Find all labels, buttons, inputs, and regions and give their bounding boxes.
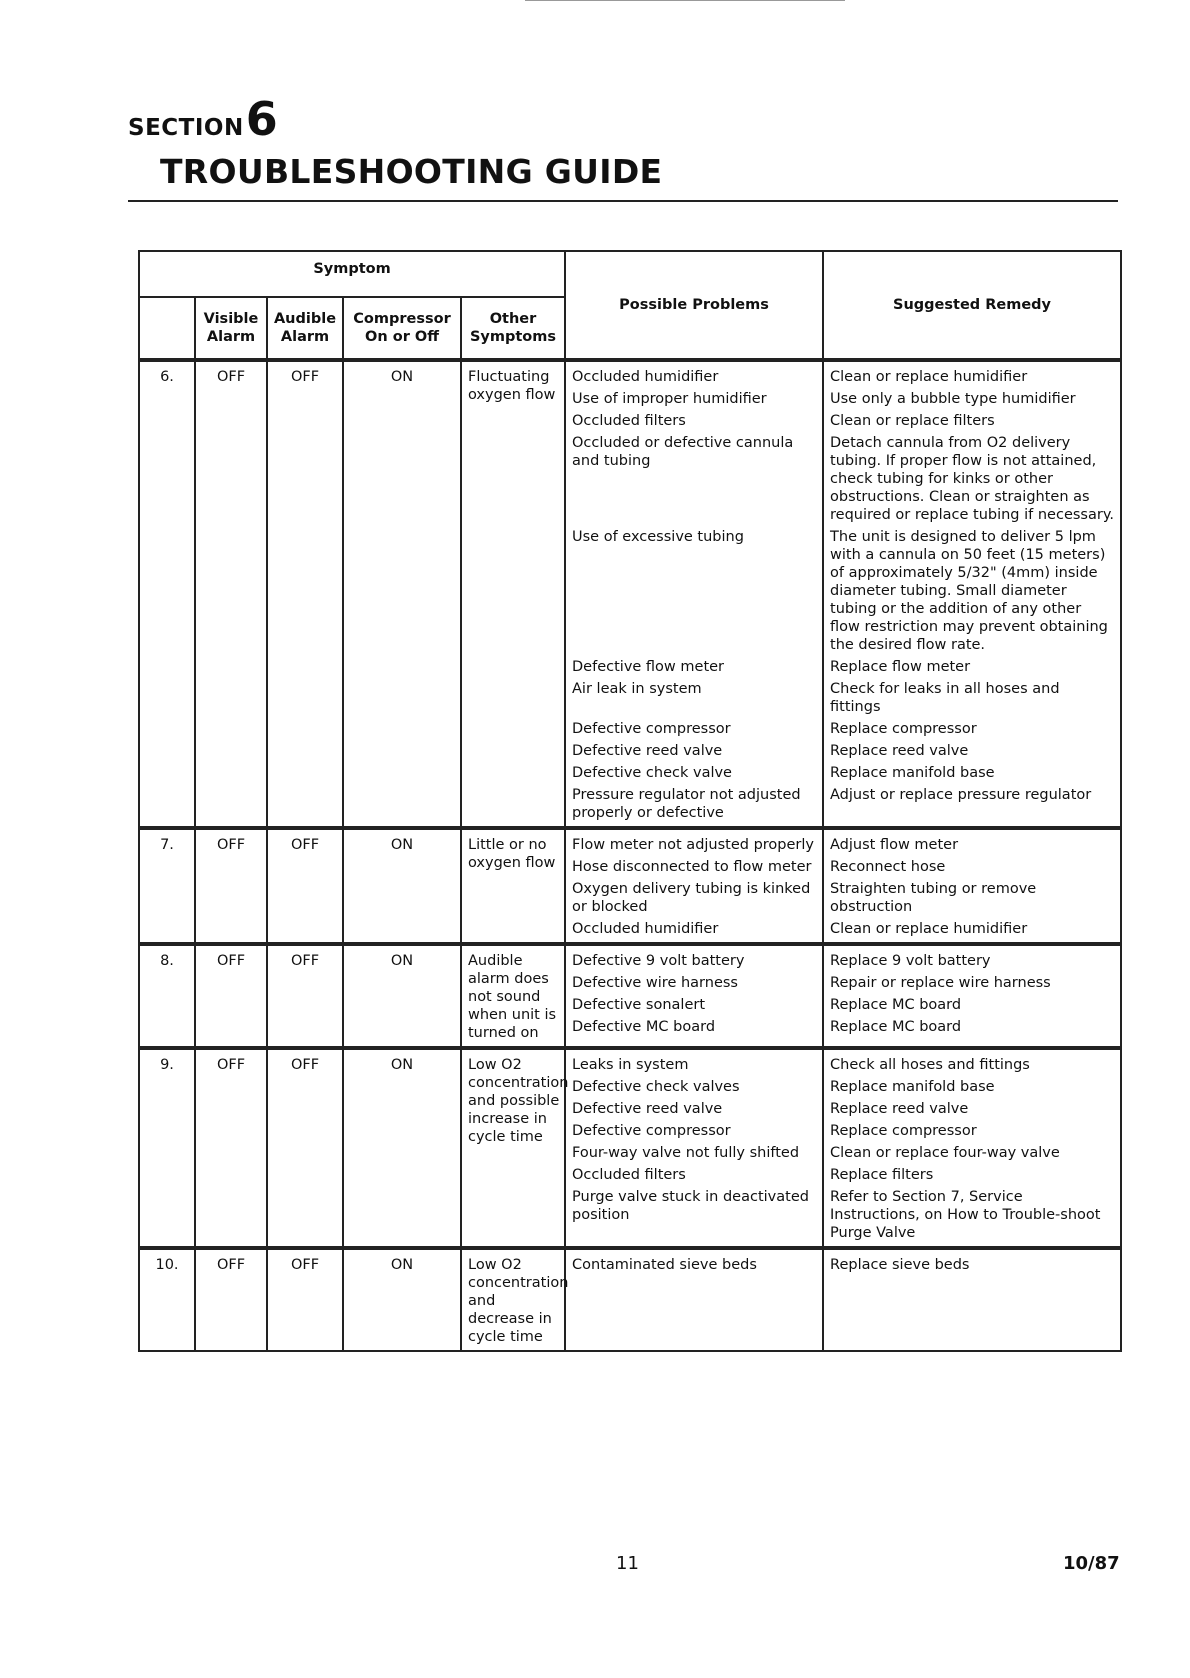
table-header [139, 251, 1121, 360]
remedy-item: Replace sieve beds [830, 1257, 970, 1273]
page-number: 11 [616, 1553, 639, 1574]
audible-alarm-cell: OFF [267, 360, 343, 828]
problem-item: Defective sonalert [572, 997, 706, 1013]
remedy-item: Replace 9 volt battery [830, 953, 991, 969]
remedy-item: Replace manifold base [830, 1079, 995, 1095]
other-symptoms-cell: Audible alarm does not sound when unit is turned on [461, 944, 565, 1048]
page-title: TROUBLESHOOTING GUIDE [160, 152, 663, 191]
problem-item: Occluded humidifier [572, 369, 719, 385]
row-number: 9. [139, 1048, 195, 1248]
revision-date: 10/87 [1063, 1553, 1120, 1574]
possible-problems-cell [565, 360, 823, 828]
other-symptoms-cell: Little or no oxygen flow [461, 828, 565, 944]
remedy-item: Refer to Section 7, Service Instructions, on How to Trouble-shoot Purge Valve [830, 1189, 1101, 1241]
visible-alarm-cell: OFF [195, 1048, 267, 1248]
possible-problems-cell [565, 828, 823, 944]
visible-alarm-cell: OFF [195, 1248, 267, 1351]
table-body [139, 360, 1121, 1351]
problem-item: Defective check valves [572, 1079, 740, 1095]
remedy-item: Replace filters [830, 1167, 934, 1183]
problem-item: Four-way valve not fully shifted [572, 1145, 800, 1161]
possible-problems-cell [565, 1048, 823, 1248]
problem-item: Air leak in system [572, 681, 702, 697]
problem-item: Occluded humidifier [572, 921, 719, 937]
compressor-cell: ON [343, 944, 461, 1048]
remedy-item: Replace reed valve [830, 1101, 969, 1117]
problem-item: Defective compressor [572, 721, 731, 737]
compressor-cell: ON [343, 828, 461, 944]
problem-item: Purge valve stuck in deactivated position [572, 1189, 809, 1223]
remedy-item: Check for leaks in all hoses and fittings [830, 681, 1060, 715]
remedy-item: Adjust flow meter [830, 837, 959, 853]
section-heading [128, 92, 278, 146]
remedy-item: Check all hoses and fittings [830, 1057, 1030, 1073]
remedy-item: Replace reed valve [830, 743, 969, 759]
audible-alarm-cell: OFF [267, 1048, 343, 1248]
possible-problems-cell [565, 944, 823, 1048]
troubleshooting-table [138, 250, 1122, 1352]
compressor-cell: ON [343, 1248, 461, 1351]
problem-item: Hose disconnected to flow meter [572, 859, 812, 875]
problem-item: Defective check valve [572, 765, 732, 781]
remedy-item: Replace manifold base [830, 765, 995, 781]
other-symptoms-cell: Low O2 concentration and decrease in cycle time [461, 1248, 565, 1351]
problem-item: Occluded filters [572, 413, 686, 429]
problem-item: Leaks in system [572, 1057, 689, 1073]
problem-item: Occluded or defective cannula and tubing [572, 435, 794, 469]
visible-alarm-cell: OFF [195, 828, 267, 944]
table-row [139, 1248, 1121, 1351]
table-row [139, 360, 1121, 828]
problem-item: Flow meter not adjusted properly [572, 837, 814, 853]
problem-item: Contaminated sieve beds [572, 1257, 757, 1273]
audible-alarm-cell: OFF [267, 944, 343, 1048]
section-number: 6 [245, 92, 278, 146]
other-symptoms-cell: Low O2 concentration and possible increase in cycle time [461, 1048, 565, 1248]
remedy-item: Clean or replace four-way valve [830, 1145, 1060, 1161]
row-number: 8. [139, 944, 195, 1048]
problem-item: Defective flow meter [572, 659, 725, 675]
visible-alarm-cell: OFF [195, 360, 267, 828]
remedy-item: Clean or replace humidifier [830, 369, 1028, 385]
suggested-remedy-cell [823, 828, 1121, 944]
problem-item: Defective reed valve [572, 1101, 723, 1117]
suggested-remedy-cell [823, 360, 1121, 828]
remedy-item: Clean or replace humidifier [830, 921, 1028, 937]
remedy-item: Replace MC board [830, 997, 962, 1013]
remedy-item: Use only a bubble type humidifier [830, 391, 1076, 407]
remedy-item: Reconnect hose [830, 859, 946, 875]
problem-item: Defective MC board [572, 1019, 716, 1035]
remedy-item: Straighten tubing or remove obstruction [830, 881, 1037, 915]
problem-item: Occluded filters [572, 1167, 686, 1183]
audible-alarm-cell: OFF [267, 828, 343, 944]
remedy-item: Replace MC board [830, 1019, 962, 1035]
suggested-remedy-cell [823, 1048, 1121, 1248]
problem-item: Pressure regulator not adjusted properly or defective [572, 787, 801, 821]
problem-item: Defective compressor [572, 1123, 731, 1139]
title-rule [128, 200, 1118, 202]
suggested-remedy-cell [823, 944, 1121, 1048]
compressor-header: Compressor On or Off [343, 297, 461, 360]
problem-item: Use of improper humidifier [572, 391, 767, 407]
remedy-item: Replace flow meter [830, 659, 971, 675]
remedy-item: Adjust or replace pressure regulator [830, 787, 1092, 803]
audible-alarm-header: Audible Alarm [267, 297, 343, 360]
remedy-item: Replace compressor [830, 1123, 977, 1139]
compressor-cell: ON [343, 360, 461, 828]
problem-item: Oxygen delivery tubing is kinked or blocked [572, 881, 811, 915]
remedy-item: The unit is designed to deliver 5 lpm with a cannula on 50 feet (15 meters) of approximately 5/32" (4mm) inside diameter tubing. Small diameter tubing or the addition of any other flow restriction may prevent obtaining the desired flow rate. [830, 529, 1108, 653]
table-row [139, 1048, 1121, 1248]
problem-item: Defective reed valve [572, 743, 723, 759]
audible-alarm-cell: OFF [267, 1248, 343, 1351]
possible-problems-header: Possible Problems [565, 251, 823, 360]
symptom-header: Symptom [139, 251, 565, 297]
other-symptoms-header: Other Symptoms [461, 297, 565, 360]
problem-item: Use of excessive tubing [572, 529, 744, 545]
remedy-item: Replace compressor [830, 721, 977, 737]
row-number: 6. [139, 360, 195, 828]
table-row [139, 828, 1121, 944]
remedy-item: Detach cannula from O2 delivery tubing. If proper flow is not attained, check tubing for kinks or other obstructions. Clean or straighten as required or replace tubing if necessary. [830, 435, 1114, 523]
visible-alarm-cell: OFF [195, 944, 267, 1048]
section-word: SECTION [128, 115, 244, 141]
remedy-item: Repair or replace wire harness [830, 975, 1051, 991]
table-row [139, 944, 1121, 1048]
row-number: 10. [139, 1248, 195, 1351]
suggested-remedy-cell [823, 1248, 1121, 1351]
problem-item: Defective wire harness [572, 975, 738, 991]
number-header [139, 297, 195, 360]
other-symptoms-cell: Fluctuating oxygen flow [461, 360, 565, 828]
scan-edge-line [525, 0, 845, 1]
problem-item: Defective 9 volt battery [572, 953, 745, 969]
compressor-cell: ON [343, 1048, 461, 1248]
remedy-item: Clean or replace filters [830, 413, 995, 429]
suggested-remedy-header: Suggested Remedy [823, 251, 1121, 360]
row-number: 7. [139, 828, 195, 944]
visible-alarm-header: Visible Alarm [195, 297, 267, 360]
possible-problems-cell [565, 1248, 823, 1351]
